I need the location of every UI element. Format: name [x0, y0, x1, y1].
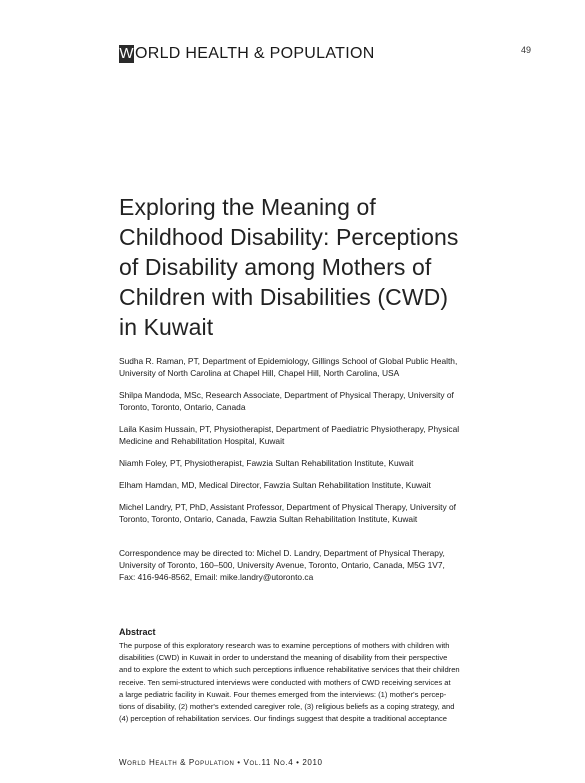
correspondence-line: Fax: 416-946-8562, Email: mike.landry@utoronto.ca: [119, 572, 314, 582]
title-line: in Kuwait: [119, 314, 214, 341]
author-line: Niamh Foley, PT, Physiotherapist, Fawzia Sultan Rehabilitation Institute, Kuwait: [119, 458, 414, 468]
author-affiliation: [119, 457, 511, 469]
author-affiliation: [119, 389, 511, 413]
correspondence-line: University of Toronto, 160–500, University Avenue, Toronto, Ontario, Canada, M5G 1V7,: [119, 560, 445, 570]
title-line: Exploring the Meaning of: [119, 194, 376, 221]
abstract-body: [119, 640, 501, 725]
author-affiliation: [119, 479, 511, 491]
abstract-line: a large pediatric facility in Kuwait. Four themes emerged from the interviews: (1) mother's percep-: [119, 689, 447, 699]
abstract-line: disabilities (CWD) in Kuwait in order to understand the meaning of disability from their perspective: [119, 653, 448, 663]
journal-header: [119, 44, 375, 64]
title-line: Childhood Disability: Perceptions: [119, 224, 459, 251]
author-affiliation: [119, 423, 511, 447]
abstract-line: (4) perception of rehabilitation services. Our findings suggest that despite a traditional acceptance: [119, 714, 447, 724]
author-affiliation: [119, 355, 511, 379]
author-list: [119, 355, 511, 535]
article-title: [119, 192, 529, 342]
journal-footer: World Health & Population • Vol.11 No.4 • 2010: [119, 758, 323, 767]
journal-logo-letter: W: [119, 45, 134, 62]
page-number: 49: [521, 45, 532, 55]
abstract-line: tions of disability, (2) mother's extended caregiver role, (3) religious beliefs as a coping strategy, and: [119, 702, 455, 712]
author-line: Laila Kasim Hussain, PT, Physiotherapist, Department of Paediatric Physiotherapy, Physical: [119, 424, 460, 434]
abstract-line: receive. Ten semi-structured interviews were conducted with mothers of CWD receiving services at: [119, 677, 451, 687]
author-line: Medicine and Rehabilitation Hospital, Kuwait: [119, 436, 285, 446]
author-line: Michel Landry, PT, PhD, Assistant Professor, Department of Physical Therapy, University of: [119, 502, 456, 512]
abstract-line: The purpose of this exploratory research was to examine perceptions of mothers with children with: [119, 641, 450, 650]
correspondence-line: Correspondence may be directed to: Michel D. Landry, Department of Physical Therapy,: [119, 548, 445, 558]
journal-name: ORLD HEALTH & POPULATION: [135, 45, 375, 62]
author-affiliation: [119, 501, 511, 525]
title-line: Children with Disabilities (CWD): [119, 284, 449, 311]
author-line: Sudha R. Raman, PT, Department of Epidemiology, Gillings School of Global Public Health,: [119, 356, 458, 366]
author-line: Shilpa Mandoda, MSc, Research Associate, Department of Physical Therapy, University of: [119, 390, 454, 400]
author-line: Elham Hamdan, MD, Medical Director, Fawzia Sultan Rehabilitation Institute, Kuwait: [119, 480, 431, 490]
author-line: University of North Carolina at Chapel Hill, Chapel Hill, North Carolina, USA: [119, 368, 400, 378]
correspondence-block: [119, 547, 511, 583]
author-line: Toronto, Toronto, Ontario, Canada: [119, 402, 246, 412]
abstract-heading: Abstract: [119, 627, 156, 637]
title-line: of Disability among Mothers of: [119, 254, 432, 281]
author-line: Toronto, Toronto, Ontario, Canada, Fawzia Sultan Rehabilitation Institute, Kuwait: [119, 514, 418, 524]
abstract-line: and to explore the extent to which such perceptions influence rehabilitative services that their children: [119, 665, 460, 675]
